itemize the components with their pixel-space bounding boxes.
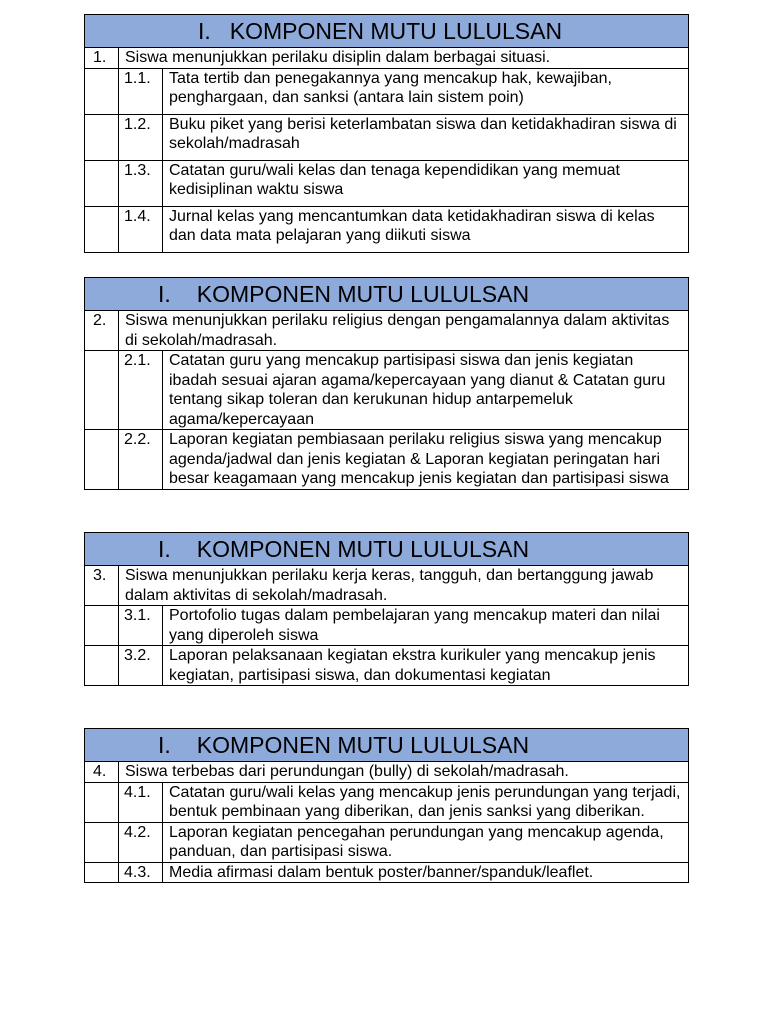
evidence-number: 4.3.	[119, 862, 163, 883]
evidence-number: 3.2.	[119, 646, 163, 686]
evidence-text: Laporan kegiatan pembiasaan perilaku religius siswa yang mencakup agenda/jadwal dan jenis kegiatan & Laporan kegiatan peringatan hari besar keagamaan yang mencakup jenis kegiatan dan partisipasi siswa	[163, 430, 689, 490]
empty-cell	[85, 646, 119, 686]
empty-cell	[85, 351, 119, 430]
evidence-number: 3.1.	[119, 606, 163, 646]
evidence-number: 4.1.	[119, 782, 163, 822]
evidence-text: Tata tertib dan penegakannya yang mencakup hak, kewajiban, penghargaan, dan sanksi (antara lain sistem poin)	[163, 68, 689, 114]
criterion-text: Siswa menunjukkan perilaku religius dengan pengamalannya dalam aktivitas di sekolah/madrasah.	[119, 311, 689, 351]
empty-cell	[85, 430, 119, 490]
evidence-row	[85, 822, 689, 862]
header-number: I.	[158, 731, 171, 758]
evidence-text: Catatan guru/wali kelas yang mencakup jenis perundungan yang terjadi, bentuk pembinaan yang diberikan, dan jenis sanksi yang diberikan.	[163, 782, 689, 822]
header-title: KOMPONEN MUTU LULULSAN	[196, 280, 530, 307]
header-number: I.	[158, 280, 171, 307]
empty-cell	[85, 68, 119, 114]
header-number: I.	[198, 17, 211, 44]
empty-cell	[85, 160, 119, 206]
evidence-text: Catatan guru/wali kelas dan tenaga kependidikan yang memuat kedisiplinan waktu siswa	[163, 160, 689, 206]
evidence-number: 2.2.	[119, 430, 163, 490]
table-header	[85, 729, 689, 762]
table-header-row	[85, 15, 689, 48]
criterion-number: 3.	[85, 566, 119, 606]
criterion-number: 4.	[85, 762, 119, 783]
criterion-row	[85, 566, 689, 606]
criterion-text: Siswa menunjukkan perilaku disiplin dalam berbagai situasi.	[119, 48, 689, 69]
evidence-number: 1.2.	[119, 114, 163, 160]
table-header-row	[85, 729, 689, 762]
criteria-table-4	[84, 728, 689, 883]
evidence-number: 1.3.	[119, 160, 163, 206]
evidence-row	[85, 68, 689, 114]
empty-cell	[85, 782, 119, 822]
header-number: I.	[158, 535, 171, 562]
evidence-row	[85, 351, 689, 430]
empty-cell	[85, 862, 119, 883]
header-title: KOMPONEN MUTU LULULSAN	[229, 17, 563, 44]
evidence-number: 1.4.	[119, 206, 163, 252]
empty-cell	[85, 606, 119, 646]
evidence-number: 1.1.	[119, 68, 163, 114]
evidence-number: 2.1.	[119, 351, 163, 430]
evidence-row	[85, 646, 689, 686]
criterion-text: Siswa terbebas dari perundungan (bully) di sekolah/madrasah.	[119, 762, 689, 783]
criteria-table-2	[84, 277, 689, 490]
table-header	[85, 278, 689, 311]
criteria-table-3	[84, 532, 689, 686]
criterion-number: 1.	[85, 48, 119, 69]
table-header-row	[85, 533, 689, 566]
header-title: KOMPONEN MUTU LULULSAN	[196, 731, 530, 758]
criterion-row	[85, 48, 689, 69]
criteria-table-1	[84, 14, 689, 253]
evidence-row	[85, 430, 689, 490]
evidence-text: Jurnal kelas yang mencantumkan data ketidakhadiran siswa di kelas dan data mata pelajaran yang diikuti siswa	[163, 206, 689, 252]
empty-cell	[85, 822, 119, 862]
table-header	[85, 533, 689, 566]
evidence-row	[85, 160, 689, 206]
evidence-row	[85, 606, 689, 646]
evidence-row	[85, 206, 689, 252]
evidence-text: Media afirmasi dalam bentuk poster/banner/spanduk/leaflet.	[163, 862, 689, 883]
evidence-row	[85, 114, 689, 160]
empty-cell	[85, 206, 119, 252]
table-header-row	[85, 278, 689, 311]
criterion-row	[85, 311, 689, 351]
criterion-row	[85, 762, 689, 783]
evidence-row	[85, 782, 689, 822]
table-header	[85, 15, 689, 48]
header-title: KOMPONEN MUTU LULULSAN	[196, 535, 530, 562]
evidence-number: 4.2.	[119, 822, 163, 862]
evidence-row	[85, 862, 689, 883]
evidence-text: Portofolio tugas dalam pembelajaran yang mencakup materi dan nilai yang diperoleh siswa	[163, 606, 689, 646]
empty-cell	[85, 114, 119, 160]
evidence-text: Laporan kegiatan pencegahan perundungan yang mencakup agenda, panduan, dan partisipasi siswa.	[163, 822, 689, 862]
evidence-text: Catatan guru yang mencakup partisipasi siswa dan jenis kegiatan ibadah sesuai ajaran agama/kepercayaan yang dianut & Catatan guru tentang sikap toleran dan kerukunan hidup antarpemeluk agama/kepercayaan	[163, 351, 689, 430]
criterion-number: 2.	[85, 311, 119, 351]
criterion-text: Siswa menunjukkan perilaku kerja keras, tangguh, dan bertanggung jawab dalam aktivitas di sekolah/madrasah.	[119, 566, 689, 606]
evidence-text: Laporan pelaksanaan kegiatan ekstra kurikuler yang mencakup jenis kegiatan, partisipasi siswa, dan dokumentasi kegiatan	[163, 646, 689, 686]
evidence-text: Buku piket yang berisi keterlambatan siswa dan ketidakhadiran siswa di sekolah/madrasah	[163, 114, 689, 160]
